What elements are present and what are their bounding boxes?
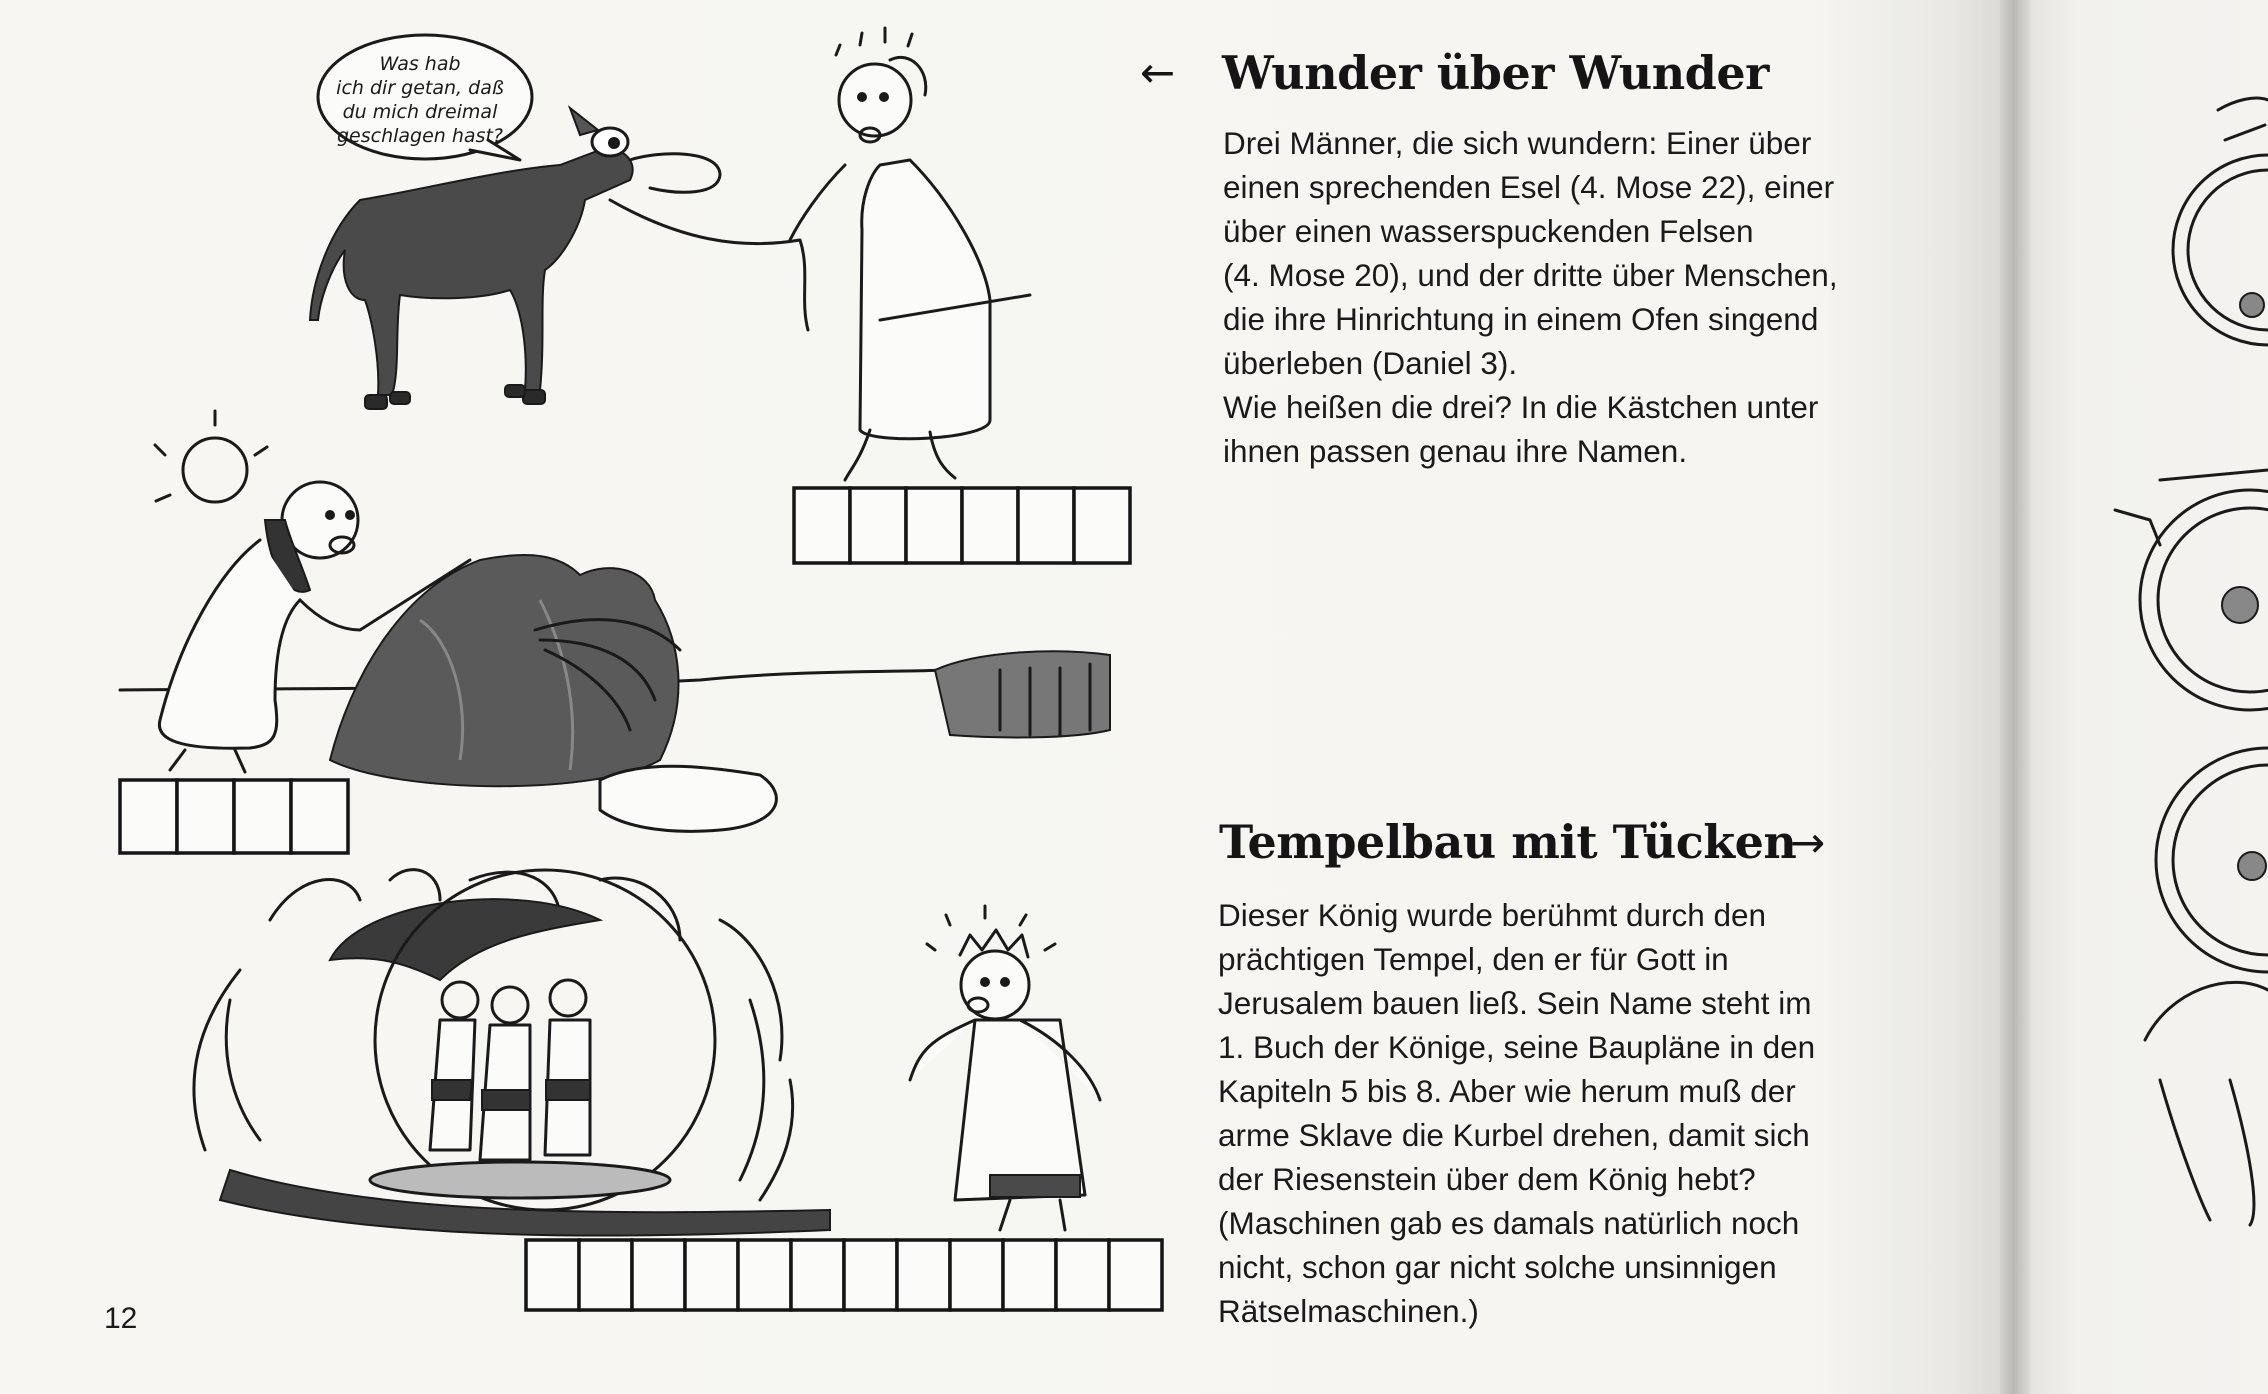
paragraph-temple-line: 1. Buch der Könige, seine Baupläne in den	[1218, 1029, 1816, 1065]
balaam-donkey-illustration	[310, 28, 1130, 563]
crank-machine-illustration	[2115, 98, 2268, 1225]
paragraph-wonders-line: einen sprechenden Esel (4. Mose 22), einer	[1223, 169, 1835, 205]
paragraph-wonders-line: ihnen passen genau ihre Namen.	[1223, 433, 1688, 469]
letter-box[interactable]	[791, 1240, 844, 1310]
page-number: 12	[104, 1302, 138, 1335]
letter-box[interactable]	[234, 780, 291, 853]
letter-box[interactable]	[120, 780, 177, 853]
paragraph-temple	[1218, 893, 1815, 1333]
letter-box[interactable]	[897, 1240, 950, 1310]
speech-bubble-line: geschlagen hast?	[336, 125, 504, 147]
moses-rock-illustration	[120, 411, 1110, 853]
letter-box[interactable]	[632, 1240, 685, 1310]
balaam-name-boxes	[794, 488, 1130, 563]
paragraph-temple-line: der Riesenstein über dem König hebt?	[1218, 1161, 1756, 1197]
letter-box[interactable]	[177, 780, 234, 853]
paragraph-temple-line: Rätselmaschinen.)	[1218, 1293, 1479, 1329]
paragraph-wonders-line: Drei Männer, die sich wundern: Einer über	[1223, 125, 1812, 161]
paragraph-wonders-line: über einen wasserspuckenden Felsen	[1223, 213, 1754, 249]
donkey-drawing	[310, 108, 720, 409]
moses-name-boxes	[120, 780, 348, 853]
paragraph-temple-line: prächtigen Tempel, den er für Gott in	[1218, 941, 1729, 977]
paragraph-temple-line: Kapiteln 5 bis 8. Aber wie herum muß der	[1218, 1073, 1796, 1109]
paragraph-temple-line: Dieser König wurde berühmt durch den	[1218, 897, 1767, 933]
letter-box[interactable]	[291, 780, 348, 853]
paragraph-wonders-line: überleben (Daniel 3).	[1223, 345, 1518, 381]
letter-box[interactable]	[850, 488, 906, 563]
heading-temple: Tempelbau mit Tücken	[1219, 815, 1797, 869]
nebuchadnezzar-name-boxes	[526, 1240, 1162, 1310]
arrow-right-icon: →	[1790, 818, 1826, 867]
paragraph-wonders-line: (4. Mose 20), und der dritte über Menschen,	[1223, 257, 1838, 293]
letter-box[interactable]	[962, 488, 1018, 563]
paragraph-wonders-line: die ihre Hinrichtung in einem Ofen singend	[1223, 301, 1819, 337]
paragraph-temple-line: arme Sklave die Kurbel drehen, damit sich	[1218, 1117, 1810, 1153]
paragraph-temple-line: Jerusalem bauen ließ. Sein Name steht im	[1218, 985, 1812, 1021]
speech-bubble-line: Was hab	[379, 53, 461, 75]
paragraph-wonders	[1223, 121, 1838, 473]
heading-wonders: Wunder über Wunder	[1222, 46, 1769, 100]
letter-box[interactable]	[794, 488, 850, 563]
letter-box[interactable]	[1074, 488, 1130, 563]
speech-bubble-line: du mich dreimal	[342, 101, 498, 123]
paragraph-temple-line: (Maschinen gab es damals natürlich noch	[1218, 1205, 1800, 1241]
letter-box[interactable]	[906, 488, 962, 563]
letter-box[interactable]	[738, 1240, 791, 1310]
letter-box[interactable]	[1056, 1240, 1109, 1310]
arrow-left-icon: ←	[1140, 48, 1176, 97]
letter-box[interactable]	[1109, 1240, 1162, 1310]
king-figure	[910, 906, 1100, 1230]
three-men-in-furnace	[430, 980, 590, 1160]
paragraph-wonders-line: Wie heißen die drei? In die Kästchen unter	[1223, 389, 1819, 425]
letter-box[interactable]	[1003, 1240, 1056, 1310]
balaam-figure	[790, 28, 1030, 480]
letter-box[interactable]	[844, 1240, 897, 1310]
speech-bubble-line: ich dir getan, daß	[336, 77, 504, 99]
donkey-speech-bubble	[318, 35, 532, 160]
paragraph-temple-line: nicht, schon gar nicht solche unsinnigen	[1218, 1249, 1777, 1285]
rock-drawing	[330, 555, 679, 786]
letter-box[interactable]	[579, 1240, 632, 1310]
fiery-furnace-illustration	[194, 870, 1162, 1310]
letter-box[interactable]	[950, 1240, 1003, 1310]
letter-box[interactable]	[526, 1240, 579, 1310]
letter-box[interactable]	[685, 1240, 738, 1310]
israelites-crowd	[935, 651, 1110, 737]
letter-box[interactable]	[1018, 488, 1074, 563]
